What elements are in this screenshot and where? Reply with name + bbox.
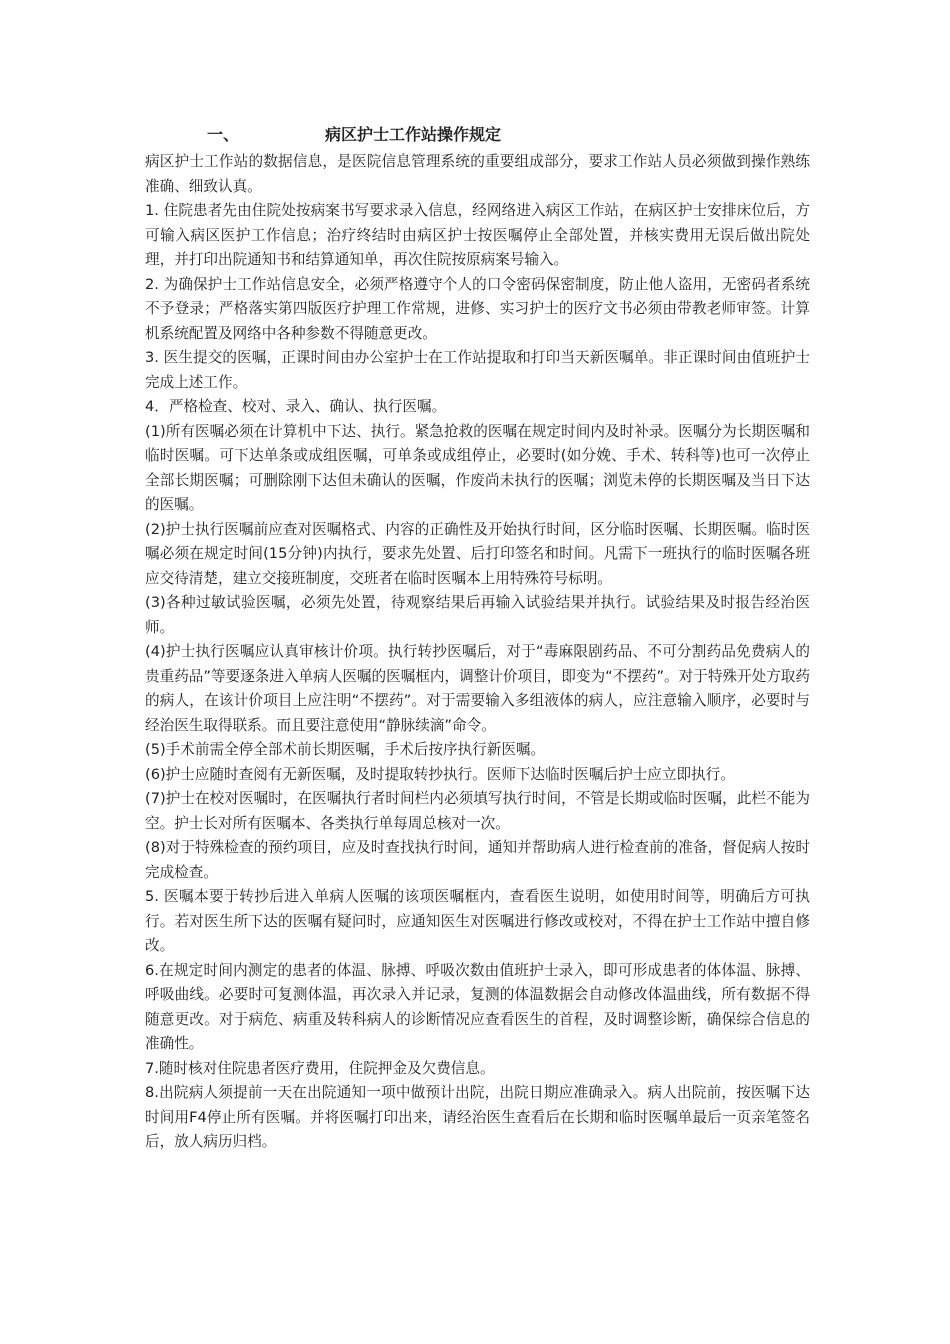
paragraph-intro: 病区护士工作站的数据信息，是医院信息管理系统的重要组成部分，要求工作站人员必须做到操作熟练准确、细致认真。	[145, 153, 810, 195]
paragraph-4-3: (3)各种过敏试验医嘱，必须先处置，待观察结果后再输入试验结果并执行。试验结果及时报告经治医师。	[145, 594, 810, 636]
paragraph-4-6: (6)护士应随时查阅有无新医嘱，及时提取转抄执行。医师下达临时医嘱后护士应立即执行。	[145, 765, 735, 783]
paragraph-4-5: (5)手术前需全停全部术前长期医嘱，手术后按序执行新医嘱。	[145, 741, 546, 758]
paragraph-5: 5. 医嘱本要于转抄后进入单病人医嘱的该项医嘱框内，查看医生说明，如使用时间等，明确后方可执行。若对医生所下达的医嘱有疑问时，应通知医生对医嘱进行修改或校对，不得在护士工作站中擅自修改。	[145, 888, 810, 954]
paragraph-4: 4．严格检查、校对、录入、确认、执行医嘱。	[145, 398, 447, 415]
paragraph-4-2: (2)护士执行医嘱前应查对医嘱格式、内容的正确性及开始执行时间，区分临时医嘱、长期医嘱。临时医嘱必须在规定时间(15分钟)内执行，要求先处置、后打印签名和时间。凡需下一班执行的临时医嘱各班应交待清楚，建立交接班制度，交班者在临时医嘱本上用特殊符号标明。	[145, 520, 810, 587]
document-body	[145, 122, 810, 1155]
section-number: 一、	[207, 125, 240, 144]
paragraph-2: 2. 为确保护士工作站信息安全，必须严格遵守个人的口令密码保密制度，防止他人盗用，无密码者系统不予登录；严格落实第四版医疗护理工作常规，进修、实习护士的医疗文书必须由带教老师审签。计算机系统配置及网络中各种参数不得随意更改。	[145, 275, 810, 342]
section-title: 病区护士工作站操作规定	[325, 125, 502, 144]
paragraph-7: 7.随时核对住院患者医疗费用，住院押金及欠费信息。	[145, 1059, 495, 1077]
paragraph-6: 6.在规定时间内测定的患者的体温、脉搏、呼吸次数由值班护士录入，即可形成患者的体体温、脉搏、呼吸曲线。必要时可复测体温，再次录入并记录，复测的体温数据会自动修改体温曲线，所有数据不得随意更改。对于病危、病重及转科病人的诊断情况应查看医生的首程，及时调整诊断，确保综合信息的准确性。	[145, 961, 810, 1052]
section-heading	[145, 122, 810, 148]
paragraph-4-1: (1)所有医嘱必须在计算机中下达、执行。紧急抢救的医嘱在规定时间内及时补录。医嘱分为长期医嘱和临时医嘱。可下达单条或成组医嘱，可单条或成组停止，必要时(如分娩、手术、转科等)也可一次停止全部长期医嘱；可删除刚下达但未确认的医嘱，作废尚未执行的医嘱；浏览未停的长期医嘱及当日下达的医嘱。	[145, 422, 810, 513]
paragraph-1: 1. 住院患者先由住院处按病案书写要求录入信息，经网络进入病区工作站，在病区护士安排床位后，方可输入病区医护工作信息；治疗终结时由病区护士按医嘱停止全部处置，并核实费用无误后做出院处理，并打印出院通知书和结算通知单，再次住院按原病案号输入。	[145, 202, 810, 268]
paragraph-4-4: (4)护士执行医嘱应认真审核计价项。执行转抄医嘱后，对于“毒麻限剧药品、不可分割药品免费病人的贵重药品”等要逐条进入单病人医嘱的医嘱框内，调整计价项目，即变为“不摆药”。对于特殊开处方取药的病人，在该计价项目上应注明“不摆药”。对于需要输入多组液体的病人，应注意输入顺序，必要时与经治医生取得联系。而且要注意使用“静脉续滴”命令。	[145, 643, 810, 734]
paragraph-4-7: (7)护士在校对医嘱时，在医嘱执行者时间栏内必须填写执行时间，不管是长期或临时医嘱，此栏不能为空。护士长对所有医嘱本、各类执行单每周总核对一次。	[145, 790, 810, 832]
paragraph-4-8: (8)对于特殊检查的预约项目，应及时查找执行时间，通知并帮助病人进行检查前的准备，督促病人按时完成检查。	[145, 839, 810, 881]
paragraph-3: 3. 医生提交的医嘱，正课时间由办公室护士在工作站提取和打印当天新医嘱单。非正课时间由值班护士完成上述工作。	[145, 349, 810, 391]
paragraph-8: 8.出院病人须提前一天在出院通知一项中做预计出院，出院日期应准确录入。病人出院前，按医嘱下达时间用F4停止所有医嘱。并将医嘱打印出来，请经治医生查看后在长期和临时医嘱单最后一页亲笔签名后，放人病历归档。	[145, 1084, 810, 1150]
